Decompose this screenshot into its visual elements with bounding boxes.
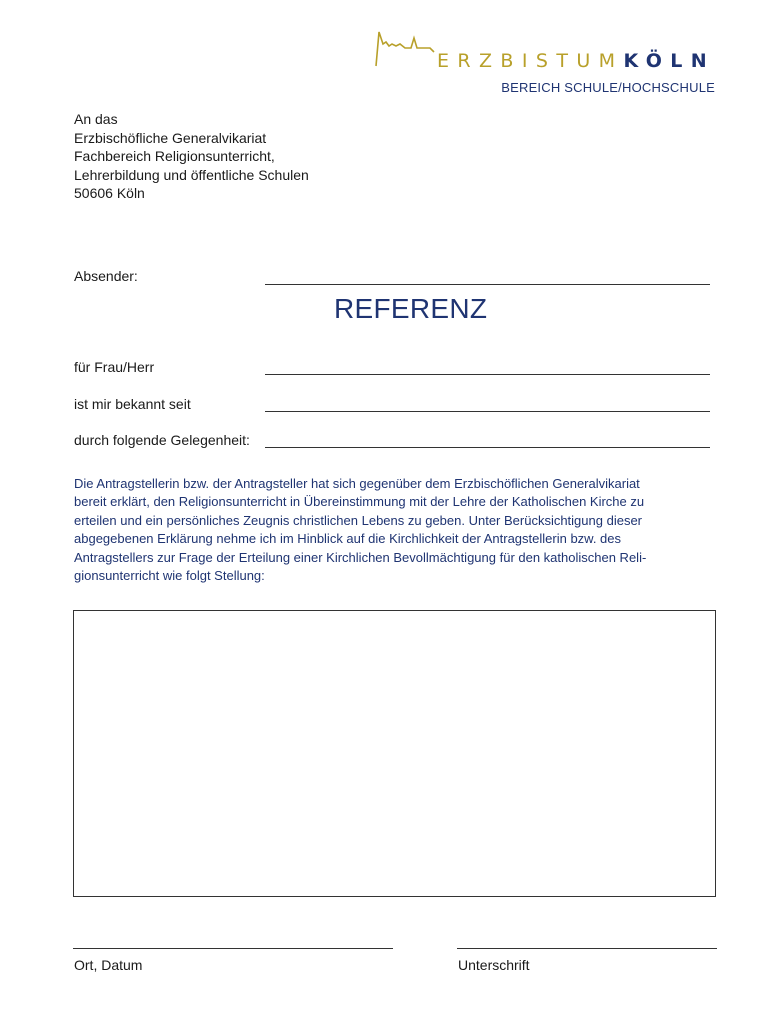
cathedral-skyline-icon xyxy=(374,26,436,70)
logo-name-light: ERZBISTUM xyxy=(437,50,624,72)
address-line: Lehrerbildung und öffentliche Schulen xyxy=(74,166,309,183)
place-date-field[interactable] xyxy=(73,948,393,949)
statement-line: abgegebenen Erklärung nehme ich im Hinblick auf die Kirchlichkeit der Antragstellerin bzw. des xyxy=(74,531,622,547)
address-line: An das xyxy=(74,111,118,127)
logo-name-bold: KÖLN xyxy=(623,50,716,72)
page-title: REFERENZ xyxy=(334,293,488,324)
address-line: 50606 Köln xyxy=(74,185,145,202)
occasion-field[interactable] xyxy=(265,447,710,448)
known-since-label: ist mir bekannt seit xyxy=(74,396,191,412)
signature-field[interactable] xyxy=(457,948,717,949)
statement-answer-box[interactable] xyxy=(73,610,716,897)
declaration-statement xyxy=(74,475,714,585)
known-since-field[interactable] xyxy=(265,411,710,412)
logo-wordmark xyxy=(437,50,715,72)
address-line: Fachbereich Religionsunterricht, xyxy=(74,148,275,165)
statement-line: Antragstellers zur Frage der Erteilung einer Kirchlichen Bevollmächtigung für den katholischen Reli- xyxy=(74,549,647,565)
statement-line: Die Antragstellerin bzw. der Antragsteller hat sich gegenüber dem Erzbischöflichen Generalvikariat xyxy=(74,476,640,491)
statement-line: bereit erklärt, den Religionsunterricht in Übereinstimmung mit der Lehre der Katholischen Kirche zu xyxy=(74,494,645,510)
statement-line: erteilen und ein persönliches Zeugnis christlichen Lebens zu geben. Unter Berücksichtigung dieser xyxy=(74,512,643,528)
sender-field[interactable] xyxy=(265,284,710,285)
erzbistum-logo xyxy=(374,26,719,70)
for-label: für Frau/Herr xyxy=(74,359,155,375)
occasion-label: durch folgende Gelegenheit: xyxy=(74,432,250,448)
sender-label: Absender: xyxy=(74,268,138,284)
signature-label: Unterschrift xyxy=(458,957,530,973)
address-line: Erzbischöfliche Generalvikariat xyxy=(74,129,267,146)
place-date-label: Ort, Datum xyxy=(74,957,143,973)
department-label: BEREICH SCHULE/HOCHSCHULE xyxy=(501,80,715,95)
statement-line: gionsunterricht wie folgt Stellung: xyxy=(74,568,265,584)
for-person-field[interactable] xyxy=(265,374,710,375)
recipient-address xyxy=(74,110,309,203)
